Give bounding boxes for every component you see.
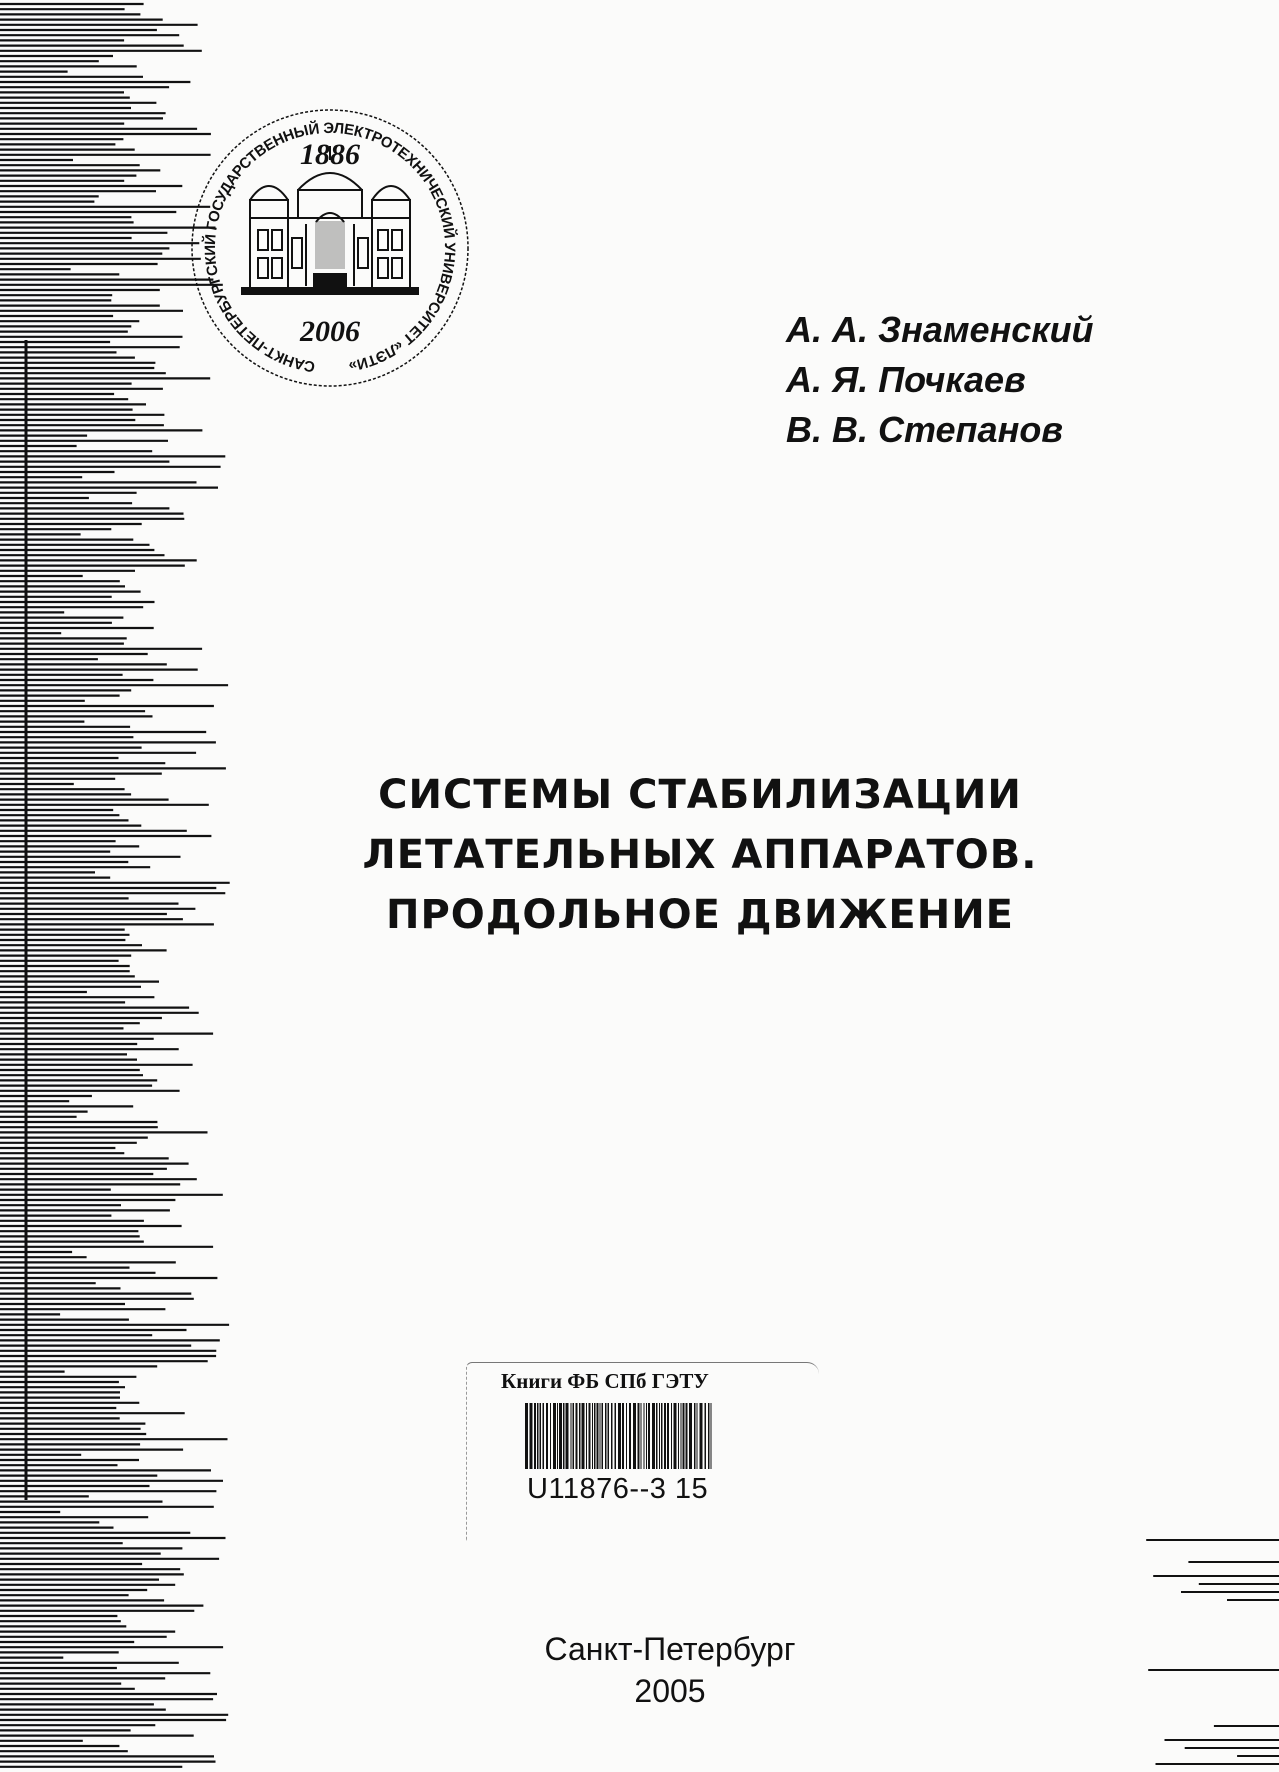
university-emblem	[180, 98, 480, 398]
barcode-bar	[525, 1403, 528, 1469]
barcode-bar	[708, 1403, 710, 1469]
barcode-bar	[622, 1403, 624, 1469]
barcode-bar	[633, 1403, 636, 1469]
barcode-bar	[559, 1403, 562, 1469]
barcode-bar	[579, 1403, 581, 1469]
title-line: ЛЕТАТЕЛЬНЫХ АППАРАТОВ.	[362, 832, 1038, 878]
barcode	[525, 1403, 715, 1469]
barcode-bar	[646, 1403, 647, 1469]
barcode-bar	[689, 1403, 692, 1469]
barcode-bar	[540, 1403, 542, 1469]
author-name: В. В. Степанов	[786, 409, 1064, 450]
barcode-bar	[626, 1403, 627, 1469]
emblem-ring-text: САНКТ-ПЕТЕРБУРГСКИЙ ГОСУДАРСТВЕННЫЙ ЭЛЕКТРОТЕХНИЧЕСКИЙ УНИВЕРСИТЕТ «ЛЭТИ»	[201, 119, 459, 376]
barcode-bar	[659, 1403, 660, 1469]
barcode-bar	[678, 1403, 679, 1469]
barcode-bar	[537, 1403, 539, 1469]
barcode-bar	[700, 1403, 703, 1469]
barcode-bar	[629, 1403, 631, 1469]
barcode-bar	[683, 1403, 685, 1469]
barcode-bar	[566, 1403, 569, 1469]
barcode-bar	[641, 1403, 642, 1469]
barcode-bar	[543, 1403, 545, 1469]
barcode-bar	[563, 1403, 565, 1469]
barcode-bar	[694, 1403, 696, 1469]
author-name: А. Я. Почкаев	[786, 359, 1026, 400]
barcode-bar	[648, 1403, 650, 1469]
barcode-bar	[674, 1403, 677, 1469]
imprint	[470, 1628, 870, 1712]
barcode-bar	[589, 1403, 591, 1469]
barcode-bar	[550, 1403, 551, 1469]
barcode-bar	[592, 1403, 593, 1469]
barcode-bar	[553, 1403, 556, 1469]
library-name: Книги ФБ СПб ГЭТУ	[501, 1369, 709, 1393]
barcode-bar	[638, 1403, 640, 1469]
barcode-bar	[697, 1403, 698, 1469]
barcode-bar	[644, 1403, 645, 1469]
barcode-bar	[605, 1403, 607, 1469]
emblem-year-founded: 1886	[300, 138, 360, 171]
barcode-bar	[576, 1403, 578, 1469]
barcode-bar	[546, 1403, 548, 1469]
barcode-bar	[611, 1403, 613, 1469]
barcode-bar	[571, 1403, 572, 1469]
barcode-bar	[534, 1403, 536, 1469]
barcode-number: U11876--3 15	[527, 1473, 709, 1505]
barcode-bar	[600, 1403, 601, 1469]
barcode-bar	[671, 1403, 672, 1469]
bottom-right-stripe-decoration	[1119, 1530, 1279, 1772]
book-title	[250, 765, 1150, 945]
barcode-bar	[681, 1403, 682, 1469]
barcode-bar	[557, 1403, 558, 1469]
barcode-bar	[664, 1403, 666, 1469]
barcode-bar	[652, 1403, 655, 1469]
barcode-bar	[594, 1403, 596, 1469]
imprint-city: Санкт-Петербург	[544, 1631, 796, 1667]
emblem-year-anniversary: 2006	[300, 315, 360, 348]
barcode-bar	[686, 1403, 688, 1469]
barcode-bar	[530, 1403, 533, 1469]
library-label	[466, 1362, 819, 1541]
barcode-bar	[597, 1403, 599, 1469]
author-list	[786, 305, 1094, 455]
title-line: СИСТЕМЫ СТАБИЛИЗАЦИИ	[378, 772, 1022, 818]
barcode-bar	[582, 1403, 585, 1469]
barcode-bar	[618, 1403, 621, 1469]
barcode-bar	[705, 1403, 707, 1469]
barcode-bar	[608, 1403, 610, 1469]
barcode-bar	[602, 1403, 604, 1469]
author-name: А. А. Знаменский	[786, 309, 1094, 350]
barcode-bar	[667, 1403, 669, 1469]
barcode-bar	[656, 1403, 658, 1469]
barcode-bar	[661, 1403, 663, 1469]
barcode-bar	[615, 1403, 617, 1469]
barcode-bar	[711, 1403, 712, 1469]
barcode-bar	[586, 1403, 587, 1469]
imprint-year: 2005	[634, 1673, 706, 1709]
title-line: ПРОДОЛЬНОЕ ДВИЖЕНИЕ	[385, 892, 1015, 938]
barcode-bar	[573, 1403, 575, 1469]
